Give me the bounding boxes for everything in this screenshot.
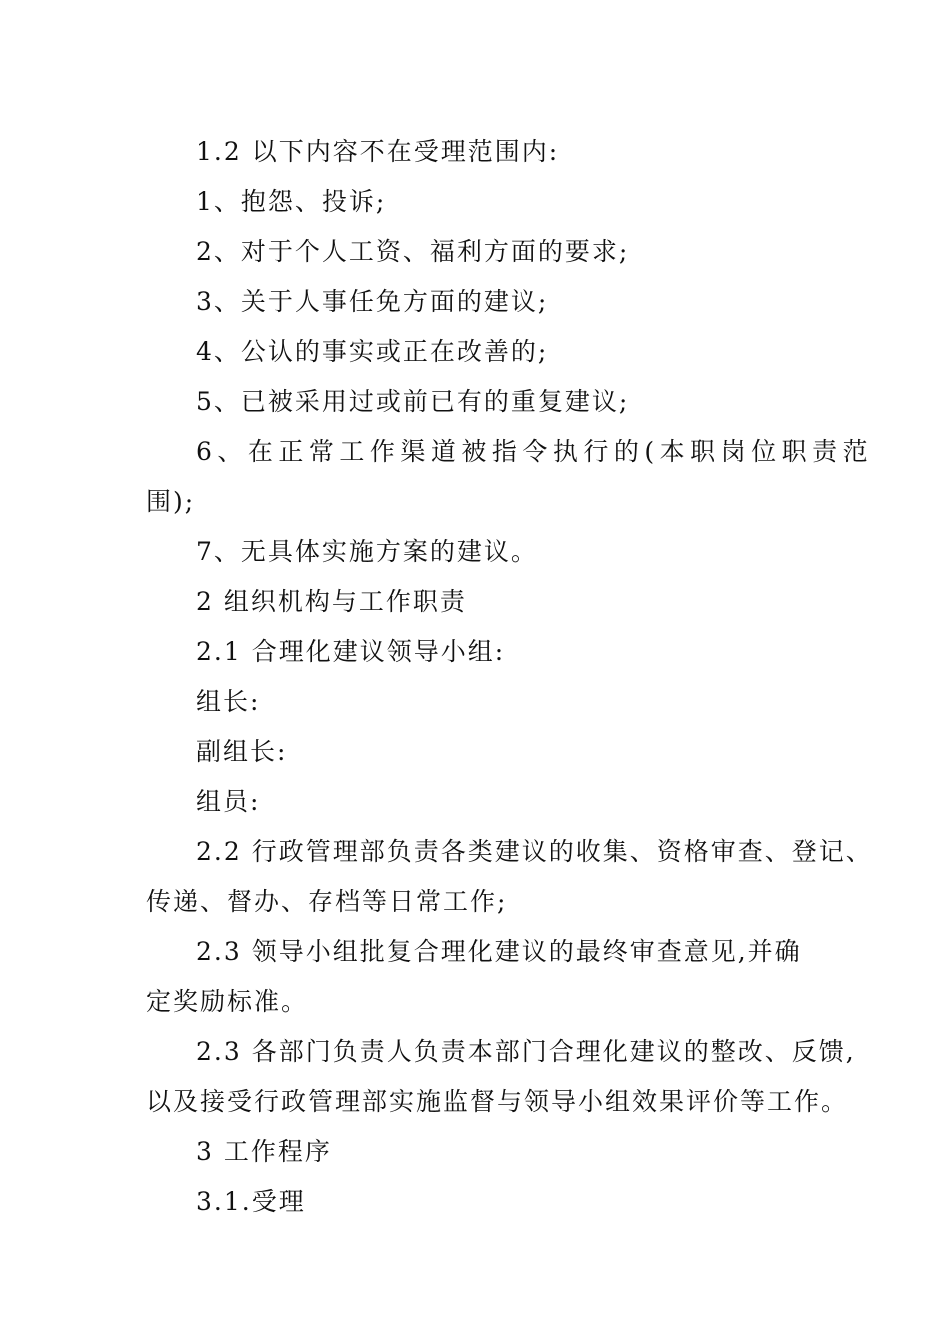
text-line: 以及接受行政管理部实施监督与领导小组效果评价等工作。	[146, 1087, 849, 1116]
section-heading: 2 组织机构与工作职责	[196, 587, 467, 616]
text-line: 传递、督办、存档等日常工作;	[146, 887, 508, 916]
text-line: 3.1.受理	[196, 1187, 306, 1216]
text-line: 2、对于个人工资、福利方面的要求;	[196, 237, 630, 266]
text-line: 2.2 行政管理部负责各类建议的收集、资格审查、登记、	[196, 837, 873, 866]
text-line: 6、在正常工作渠道被指令执行的(本职岗位职责范	[196, 437, 874, 466]
text-line: 2.3 各部门负责人负责本部门合理化建议的整改、反馈,	[196, 1037, 856, 1066]
text-line: 3、关于人事任免方面的建议;	[196, 287, 549, 316]
text-line: 定奖励标准。	[146, 987, 309, 1016]
text-line: 5、已被采用过或前已有的重复建议;	[196, 387, 630, 416]
text-line: 组长:	[196, 687, 261, 716]
text-line: 围);	[146, 487, 196, 516]
text-line: 1.2 以下内容不在受理范围内:	[196, 137, 560, 166]
text-line: 7、无具体实施方案的建议。	[196, 537, 538, 566]
text-line: 1、抱怨、投诉;	[196, 187, 387, 216]
text-line: 4、公认的事实或正在改善的;	[196, 337, 549, 366]
text-line: 组员:	[196, 787, 261, 816]
section-heading: 3 工作程序	[196, 1137, 332, 1166]
text-line: 2.1 合理化建议领导小组:	[196, 637, 506, 666]
text-line: 2.3 领导小组批复合理化建议的最终审查意见,并确	[196, 937, 802, 966]
text-line: 副组长:	[196, 737, 288, 766]
